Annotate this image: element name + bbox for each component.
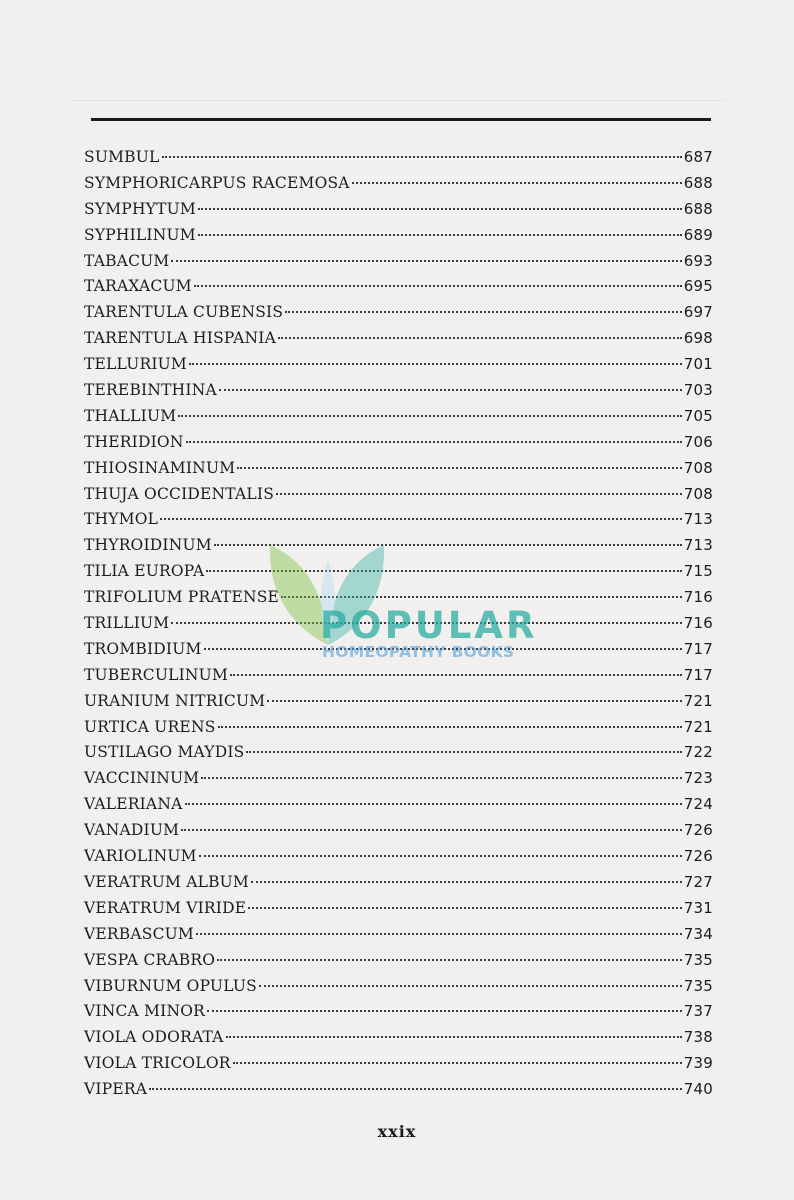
toc-entry <box>84 666 713 692</box>
dot-leader <box>352 182 682 184</box>
toc-entry-name: VINCA MINOR <box>84 1002 205 1021</box>
toc-entry-name: THYMOL <box>84 510 159 529</box>
toc-entry-page: 717 <box>683 639 713 658</box>
dot-leader <box>267 700 681 702</box>
toc-entry <box>84 329 713 355</box>
dot-leader <box>160 518 682 520</box>
toc-entry-page: 731 <box>683 898 713 917</box>
toc-entry <box>84 355 713 381</box>
dot-leader <box>230 674 682 676</box>
toc-entry-name: TARENTULA CUBENSIS <box>84 303 284 322</box>
toc-entry-page: 698 <box>683 329 713 348</box>
toc-entry-name: THIOSINAMINUM <box>84 458 236 477</box>
toc-entry-name: TUBERCULINUM <box>84 665 229 684</box>
toc-entry-page: 722 <box>683 743 713 762</box>
toc-entry-name: SYMPHYTUM <box>84 199 196 218</box>
toc-entry <box>84 588 713 614</box>
toc-entry-name: SYMPHORICARPUS RACEMOSA <box>84 173 350 192</box>
toc-entry-page: 708 <box>683 484 713 503</box>
dot-leader <box>233 1062 682 1064</box>
toc-entry-name: VIPERA <box>84 1080 148 1099</box>
toc-entry-page: 697 <box>683 303 713 322</box>
toc-entry-name: THUJA OCCIDENTALIS <box>84 484 275 503</box>
toc-entry <box>84 718 713 744</box>
dot-leader <box>237 467 681 469</box>
toc-entry-page: 735 <box>683 976 713 995</box>
toc-entry-name: VERATRUM VIRIDE <box>84 898 247 917</box>
dot-leader <box>198 208 682 210</box>
toc-entry-page: 701 <box>683 355 713 374</box>
toc-entry-name: VACCININUM <box>84 769 200 788</box>
toc-entry-name: SUMBUL <box>84 148 160 166</box>
toc-entry-name: THYROIDINUM <box>84 536 212 555</box>
watermark-title: POPULAR <box>320 604 538 647</box>
dot-leader <box>201 777 681 779</box>
toc-entry-name: TRILLIUM <box>84 614 170 633</box>
table-of-contents <box>84 148 713 1106</box>
toc-entry <box>84 459 713 485</box>
toc-entry <box>84 977 713 1003</box>
toc-entry <box>84 1028 713 1054</box>
toc-entry <box>84 381 713 407</box>
toc-entry-page: 727 <box>683 872 713 891</box>
toc-entry-name: VIBURNUM OPULUS <box>84 976 257 995</box>
toc-entry-page: 721 <box>683 691 713 710</box>
toc-entry-name: TELLURIUM <box>84 355 187 374</box>
toc-entry-page: 705 <box>683 406 713 425</box>
toc-entry-page: 721 <box>683 717 713 736</box>
toc-entry-page: 708 <box>683 458 713 477</box>
toc-entry <box>84 1054 713 1080</box>
dot-leader <box>219 389 682 391</box>
dot-leader <box>178 415 681 417</box>
toc-entry-page: 717 <box>683 665 713 684</box>
toc-entry <box>84 407 713 433</box>
toc-entry-page: 740 <box>683 1080 713 1099</box>
dot-leader <box>196 933 682 935</box>
dot-leader <box>185 803 682 805</box>
dot-leader <box>207 1010 682 1012</box>
toc-entry-page: 713 <box>683 536 713 555</box>
toc-entry <box>84 226 713 252</box>
toc-entry <box>84 1080 713 1106</box>
toc-entry-page: 688 <box>683 199 713 218</box>
dot-leader <box>276 493 682 495</box>
toc-entry-page: 715 <box>683 562 713 581</box>
toc-entry-name: VARIOLINUM <box>84 847 197 866</box>
toc-entry-name: VERATRUM ALBUM <box>84 872 250 891</box>
toc-entry <box>84 200 713 226</box>
toc-entry <box>84 821 713 847</box>
dot-leader <box>171 622 681 624</box>
toc-entry-page: 723 <box>683 769 713 788</box>
toc-entry <box>84 692 713 718</box>
toc-entry <box>84 640 713 666</box>
dot-leader <box>186 441 682 443</box>
toc-entry <box>84 174 713 200</box>
toc-entry-name: VANADIUM <box>84 821 180 840</box>
dot-leader <box>246 751 681 753</box>
toc-entry-name: TABACUM <box>84 251 170 270</box>
dot-leader <box>199 855 682 857</box>
toc-entry-page: 689 <box>683 225 713 244</box>
toc-entry-page: 695 <box>683 277 713 296</box>
toc-entry <box>84 485 713 511</box>
toc-entry <box>84 252 713 278</box>
dot-leader <box>248 907 682 909</box>
dot-leader <box>149 1088 682 1090</box>
dot-leader <box>214 544 682 546</box>
dot-leader <box>226 1036 682 1038</box>
toc-entry <box>84 899 713 925</box>
toc-entry-page: 687 <box>683 148 713 166</box>
toc-entry-page: 693 <box>683 251 713 270</box>
dot-leader <box>278 337 682 339</box>
watermark-subtitle: HOMEOPATHY BOOKS <box>322 643 515 661</box>
dot-leader <box>181 829 682 831</box>
toc-entry-page: 713 <box>683 510 713 529</box>
toc-entry <box>84 277 713 303</box>
toc-entry-name: TILIA EUROPA <box>84 562 205 581</box>
toc-entry-name: TROMBIDIUM <box>84 639 202 658</box>
dot-leader <box>218 726 682 728</box>
toc-entry-page: 738 <box>683 1028 713 1047</box>
toc-entry-page: 688 <box>683 173 713 192</box>
toc-entry <box>84 795 713 821</box>
toc-entry-page: 726 <box>683 821 713 840</box>
toc-entry-name: VALERIANA <box>84 795 183 814</box>
toc-entry <box>84 769 713 795</box>
toc-entry-page: 739 <box>683 1054 713 1073</box>
toc-entry-page: 716 <box>683 588 713 607</box>
toc-entry-name: TARAXACUM <box>84 277 192 296</box>
toc-entry-name: TARENTULA HISPANIA <box>84 329 276 348</box>
page-number: xxix <box>377 1122 417 1141</box>
toc-entry-page: 706 <box>683 432 713 451</box>
dot-leader <box>285 311 682 313</box>
dot-leader <box>206 570 681 572</box>
toc-entry-page: 737 <box>683 1002 713 1021</box>
dot-leader <box>171 260 681 262</box>
toc-entry <box>84 614 713 640</box>
dot-leader <box>162 156 682 158</box>
toc-entry-page: 734 <box>683 924 713 943</box>
toc-entry <box>84 951 713 977</box>
toc-entry <box>84 1002 713 1028</box>
toc-entry-page: 735 <box>683 950 713 969</box>
toc-entry <box>84 148 713 174</box>
dot-leader <box>189 363 682 365</box>
faint-bleed-header <box>70 60 724 101</box>
toc-entry <box>84 536 713 562</box>
toc-entry-page: 716 <box>683 614 713 633</box>
toc-entry-name: THERIDION <box>84 432 184 451</box>
dot-leader <box>281 596 682 598</box>
dot-leader <box>251 881 682 883</box>
toc-entry-page: 724 <box>683 795 713 814</box>
toc-entry-name: VIOLA TRICOLOR <box>84 1054 231 1073</box>
toc-entry-page: 726 <box>683 847 713 866</box>
dot-leader <box>194 285 682 287</box>
toc-entry-name: VERBASCUM <box>84 924 194 943</box>
toc-entry <box>84 873 713 899</box>
toc-entry <box>84 925 713 951</box>
toc-entry-name: URTICA URENS <box>84 717 216 736</box>
toc-entry <box>84 510 713 536</box>
dot-leader <box>198 234 682 236</box>
toc-entry <box>84 433 713 459</box>
toc-entry-name: VIOLA ODORATA <box>84 1028 224 1047</box>
toc-entry-name: URANIUM NITRICUM <box>84 691 266 710</box>
dot-leader <box>259 985 682 987</box>
dot-leader <box>217 959 682 961</box>
toc-entry-name: USTILAGO MAYDIS <box>84 743 245 762</box>
toc-entry-page: 703 <box>683 381 713 400</box>
toc-entry <box>84 303 713 329</box>
toc-entry-name: THALLIUM <box>84 406 177 425</box>
top-rule <box>91 118 711 121</box>
toc-entry-name: TEREBINTHINA <box>84 381 217 400</box>
toc-entry <box>84 743 713 769</box>
toc-entry-name: TRIFOLIUM PRATENSE <box>84 588 280 607</box>
toc-entry <box>84 562 713 588</box>
toc-entry-name: SYPHILINUM <box>84 225 196 244</box>
toc-entry-name: VESPA CRABRO <box>84 950 216 969</box>
toc-entry <box>84 847 713 873</box>
dot-leader <box>204 648 682 650</box>
